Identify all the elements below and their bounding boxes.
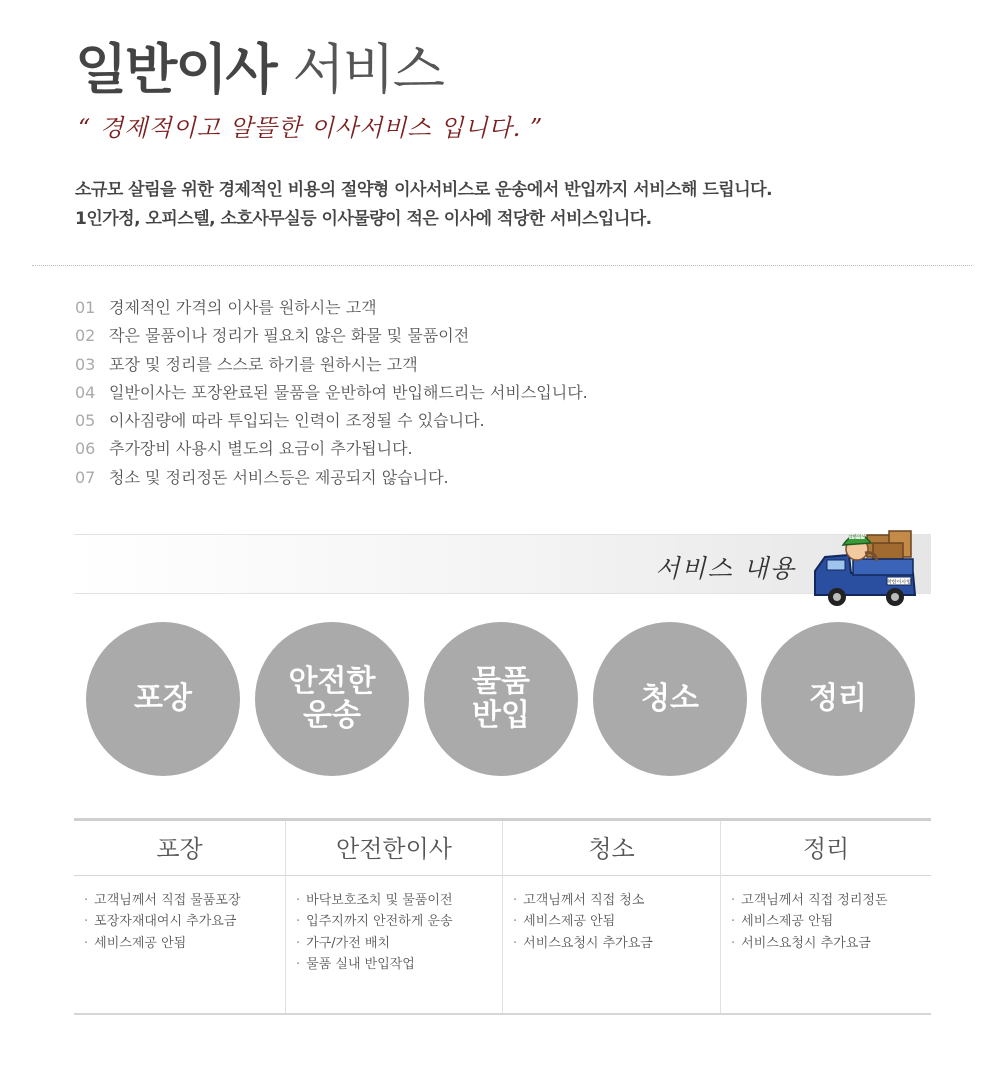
service-column-packing: [74, 821, 286, 1013]
feature-text: 청소 및 정리정돈 서비스등은 제공되지 않습니다.: [109, 467, 449, 487]
intro-text: [75, 176, 955, 234]
list-item: · 세비스제공 안됨: [731, 911, 931, 932]
feature-text: 이사짐량에 따라 투입되는 인력이 조정될 수 있습니다.: [109, 411, 485, 431]
list-item: · 포장자재대여시 추가요금: [84, 911, 285, 932]
list-item: · 물품 실내 반입작업: [296, 954, 502, 975]
feature-number: 02: [75, 326, 96, 346]
feature-item: [75, 435, 588, 463]
truck-door-label: 착한이사힘: [886, 579, 912, 586]
feature-item: [75, 351, 588, 379]
page-title-bold: 일반이사: [75, 38, 276, 101]
list-item: · 고객님께서 직접 청소: [513, 890, 720, 911]
service-circle-transport: [255, 622, 409, 776]
feature-item: [75, 464, 588, 492]
page-title-light: 서비스: [292, 38, 443, 101]
service-circle-arranging: [761, 622, 915, 776]
feature-number: 06: [75, 439, 96, 459]
column-header: 청소: [503, 821, 720, 876]
feature-number: 07: [75, 467, 96, 487]
feature-item: [75, 379, 588, 407]
service-column-arranging: [721, 821, 931, 1013]
feature-number: 03: [75, 354, 96, 374]
service-circle-label: 물품 반입: [472, 664, 530, 733]
feature-text: 포장 및 정리를 스스로 하기를 원하시는 고객: [109, 354, 418, 374]
service-circle-delivery: [424, 622, 578, 776]
service-column-cleaning: [503, 821, 721, 1013]
column-header: 안전한이사: [286, 821, 502, 876]
feature-text: 작은 물품이나 정리가 필요치 않은 화물 및 물품이전: [109, 326, 470, 346]
service-circle-label: 포장: [134, 681, 192, 716]
list-item: · 가구/가전 배치: [296, 933, 502, 954]
service-column-safe-moving: [286, 821, 503, 1013]
service-circle-label: 안전한 운송: [288, 664, 376, 733]
feature-number: 01: [75, 298, 96, 317]
feature-number: 05: [75, 411, 96, 431]
list-item: · 서비스요청시 추가요금: [731, 933, 931, 954]
feature-list: [75, 294, 588, 492]
list-item: · 고객님께서 직접 정리정돈: [731, 890, 931, 911]
list-item: · 서비스요청시 추가요금: [513, 933, 720, 954]
column-items: [74, 876, 285, 954]
moving-truck-icon: [809, 521, 921, 611]
feature-text: 경제적인 가격의 이사를 원하시는 고객: [109, 298, 377, 317]
service-circle-label: 정리: [809, 681, 867, 716]
banner-title: 서비스 내용: [655, 554, 796, 583]
feature-number: 04: [75, 382, 96, 402]
page-title: [75, 38, 443, 102]
column-header: 정리: [721, 821, 931, 876]
tagline: “ 경제적이고 알뜰한 이사서비스 입니다. ”: [78, 114, 544, 142]
column-items: [503, 876, 720, 954]
helmet-label: 착한이사: [848, 535, 866, 540]
dotted-divider: [32, 265, 972, 266]
list-item: · 바닥보호조치 및 물품이전: [296, 890, 502, 911]
list-item: · 고객님께서 직접 물품포장: [84, 890, 285, 911]
list-item: · 세비스제공 안됨: [84, 933, 285, 954]
column-items: [286, 876, 502, 975]
service-circles: [86, 622, 916, 778]
intro-line-1: 소규모 살림을 위한 경제적인 비용의 절약형 이사서비스로 운송에서 반입까지 서비스해 드립니다.: [75, 180, 773, 200]
feature-text: 일반이사는 포장완료된 물품을 운반하여 반입해드리는 서비스입니다.: [109, 382, 588, 402]
feature-item: [75, 407, 588, 435]
feature-item: [75, 294, 588, 322]
service-circle-label: 청소: [641, 681, 699, 716]
service-circle-packing: [86, 622, 240, 776]
intro-line-2: 1인가정, 오피스텔, 소호사무실등 이사물량이 적은 이사에 적당한 서비스입니다.: [75, 209, 652, 229]
feature-item: [75, 322, 588, 350]
service-table: [74, 818, 931, 1015]
list-item: · 입주지까지 안전하게 운송: [296, 911, 502, 932]
column-items: [721, 876, 931, 954]
service-circle-cleaning: [593, 622, 747, 776]
service-banner: [74, 534, 931, 594]
feature-text: 추가장비 사용시 별도의 요금이 추가됩니다.: [109, 439, 413, 459]
column-header: 포장: [74, 821, 285, 876]
list-item: · 세비스제공 안됨: [513, 911, 720, 932]
